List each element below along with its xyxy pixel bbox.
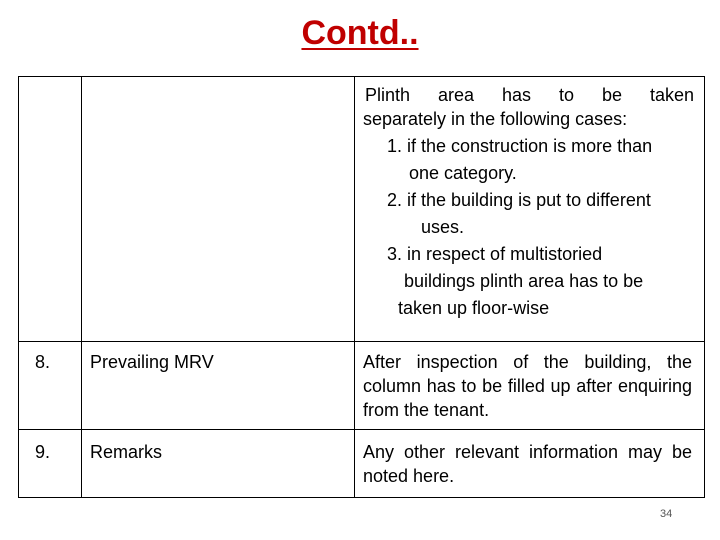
row-label: Remarks bbox=[82, 430, 355, 498]
table-row-intro bbox=[19, 77, 705, 342]
table-cell-empty-label bbox=[82, 77, 355, 342]
row-description: After inspection of the building, the column has to be filled up after enquiring from the tenant. bbox=[355, 342, 705, 430]
row-number: 8. bbox=[19, 342, 82, 430]
details-table bbox=[18, 76, 705, 498]
row-number: 9. bbox=[19, 430, 82, 498]
case-item-2-cont: uses. bbox=[421, 217, 465, 237]
page-number: 34 bbox=[660, 508, 673, 520]
plinth-area-note bbox=[355, 77, 705, 342]
row-label: Prevailing MRV bbox=[82, 342, 355, 430]
slide-title bbox=[0, 14, 720, 53]
case-item-1-cont: one category. bbox=[409, 163, 517, 183]
table-row bbox=[19, 430, 705, 498]
table-cell-empty-number bbox=[19, 77, 82, 342]
note-line: separately in the following cases: bbox=[363, 109, 628, 129]
note-line: Plinth area has to be taken bbox=[365, 85, 694, 105]
case-item-1: 1. if the construction is more than bbox=[387, 136, 653, 156]
case-item-3: 3. in respect of multistoried bbox=[387, 244, 603, 264]
case-item-3-cont: buildings plinth area has to be bbox=[404, 271, 644, 291]
slide-title-text: Contd.. bbox=[301, 14, 419, 52]
row-description: Any other relevant information may be noted here. bbox=[355, 430, 705, 498]
case-item-2: 2. if the building is put to different bbox=[387, 190, 651, 210]
case-item-3-cont2: taken up floor-wise bbox=[398, 298, 550, 318]
table-row bbox=[19, 342, 705, 430]
